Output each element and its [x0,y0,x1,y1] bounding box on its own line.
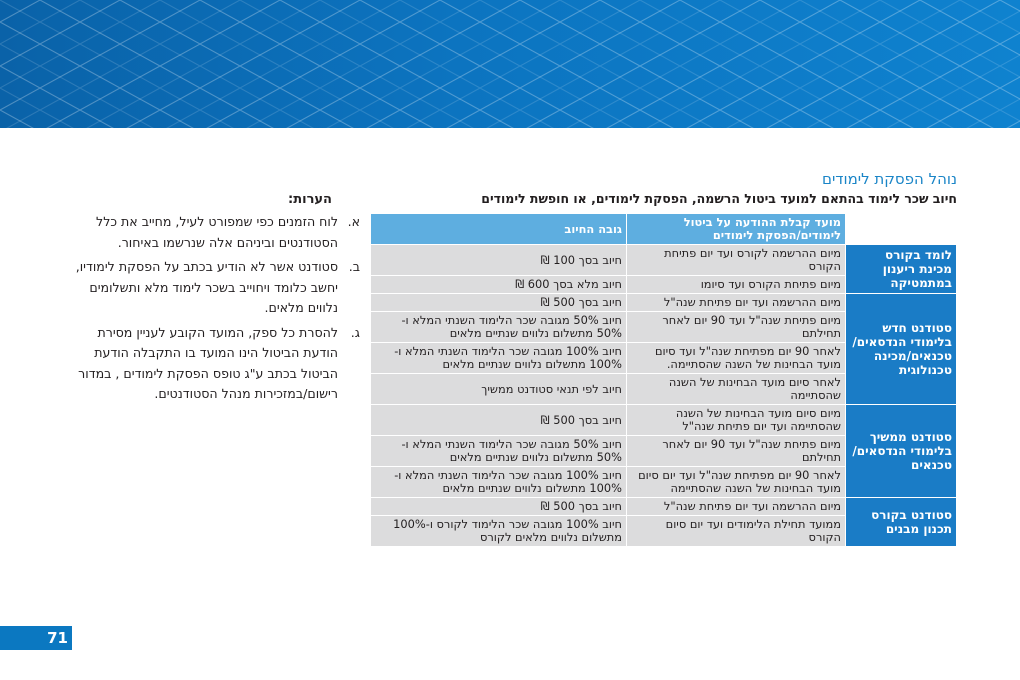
amount-cell: חיוב 100% מגובה שכר הלימוד לקורס ו-100% מתשלום נלווים מלאים לקורס [371,516,627,547]
note-item [60,212,360,253]
amount-cell: חיוב בסך 500 ₪ [371,294,627,312]
amount-cell: חיוב 100% מגובה שכר הלימוד השנתי המלא ו- 100% מתשלום נלווים שנתיים מלאים [371,467,627,498]
table-row [371,405,957,436]
category-cell: סטודנט בקורס תכנון מבנים [846,498,957,547]
timing-column-header: מועד קבלת ההודעה על ביטול לימודים/הפסקת לימודים [627,214,846,245]
fees-table [370,213,957,547]
table-corner-cell [846,214,957,245]
amount-cell: חיוב מלא בסך 600 ₪ [371,276,627,294]
timing-cell: מיום ההרשמה לקורס ועד יום פתיחת הקורס [627,245,846,276]
amount-cell: חיוב בסך 500 ₪ [371,498,627,516]
note-marker: א. [347,214,360,229]
category-cell: סטודנט ממשיך בלימודי הנדסאים/ טכנאים [846,405,957,498]
table-row [371,498,957,516]
timing-cell: ממועד תחילת הלימודים ועד יום סיום הקורס [627,516,846,547]
notes-list [60,212,360,409]
timing-cell: מיום ההרשמה ועד יום פתיחת שנה"ל [627,294,846,312]
timing-cell: מיום ההרשמה ועד יום פתיחת שנה"ל [627,498,846,516]
amount-cell: חיוב בסך 100 ₪ [371,245,627,276]
note-text: להסרת כל ספק, המועד הקובע לעניין מסירת הודעת הביטול הינו המועד בו התקבלה הודעת הביטול בכתב ע"ג טופס הפסקת לימודים , במדור רישום/במזכירות מנהל הסטודנטים. [78,324,338,401]
amount-cell: חיוב בסך 500 ₪ [371,405,627,436]
table-row [371,245,957,276]
category-cell: סטודנט חדש בלימודי הנדסאים/ טכנאים/מכינה טכנולוגית [846,294,957,405]
amount-cell: חיוב 50% מגובה שכר הלימוד השנתי המלא ו- 50% מתשלום נלווים שנתיים מלאים [371,312,627,343]
timing-cell: מיום פתיחת שנה"ל ועד 90 יום לאחר תחילתם [627,312,846,343]
diamond-pattern-decoration [0,0,1020,128]
timing-cell: לאחר 90 יום מפתיחת שנה"ל ועד יום סיום מועד הבחינות של השנה שהסתיימה [627,467,846,498]
timing-cell: לאחר סיום מועד הבחינות של השנה שהסתיימה [627,374,846,405]
note-marker: ג. [350,324,360,340]
notes-title: הערות: [288,192,332,207]
amount-column-header: גובה החיוב [371,214,627,245]
category-cell: לומד בקורס מכינת ריענון במתמטיקה [846,245,957,294]
note-marker: ב. [348,259,360,274]
timing-cell: מיום פתיחת שנה"ל ועד 90 יום לאחר תחילתם [627,436,846,467]
timing-cell: מיום סיום מועד הבחינות של השנה שהסתיימה ועד יום פתיחת שנה"ל [627,405,846,436]
note-text: סטודנט אשר לא הודיע בכתב על הפסקת לימודיו, יחשב כלומד ויחוייב בשכר לימוד מלא ותשלומים נלווים מלאים. [75,259,338,315]
header-banner [0,0,1020,128]
amount-cell: חיוב לפי תנאי סטודנט ממשיך [371,374,627,405]
page-number: 71 [0,626,72,650]
note-text: לוח הזמנים כפי שמפורט לעיל, מחייב את כלל הסטודנטים וביניהם אלה שנרשמו באיחור. [96,214,338,250]
timing-cell: לאחר 90 יום מפתיחת שנה"ל ועד סיום מועד הבחינות של השנה שהסתיימה. [627,343,846,374]
table-subtitle: חיוב שכר לימוד בהתאם למועד ביטול הרשמה, הפסקת לימודים, או חופשת לימודים [481,191,957,206]
timing-cell: מיום פתיחת הקורס ועד סיומו [627,276,846,294]
table-row [371,294,957,312]
amount-cell: חיוב 100% מגובה שכר הלימוד השנתי המלא ו- 100% מתשלום נלווים שנתיים מלאים [371,343,627,374]
amount-cell: חיוב 50% מגובה שכר הלימוד השנתי המלא ו- 50% מתשלום נלווים שנתיים מלאים [371,436,627,467]
note-item [60,323,360,405]
note-item [60,257,360,319]
table-header-row [371,214,957,245]
section-title: נוהל הפסקת לימודים [821,170,957,188]
